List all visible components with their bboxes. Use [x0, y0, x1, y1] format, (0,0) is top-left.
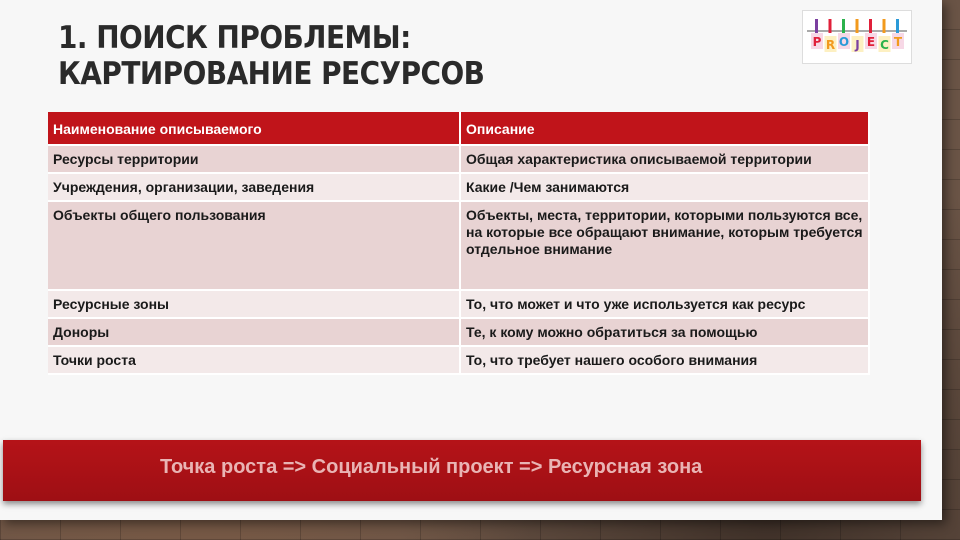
row-description: Объекты, места, территории, которыми пользуются все, на которые все обращают внимание, которым требуется отдельное внимание	[461, 202, 870, 291]
row-description: То, что требует нашего особого внимания	[461, 347, 870, 375]
logo-clothespin	[829, 19, 832, 33]
table-row	[48, 291, 870, 319]
row-name: Объекты общего пользования	[48, 202, 461, 291]
table-row	[48, 174, 870, 202]
logo-clothespin	[896, 19, 899, 33]
table-row	[48, 146, 870, 174]
slide-title	[58, 20, 658, 92]
logo-clothespin	[883, 19, 886, 33]
logo-letter: J	[855, 38, 860, 52]
row-description: То, что может и что уже используется как ресурс	[461, 291, 870, 319]
column-header-description: Описание	[461, 112, 870, 146]
resources-table	[48, 112, 870, 375]
project-logo-graphic	[803, 11, 911, 63]
logo-letter: R	[825, 38, 836, 52]
column-header-name: Наименование описываемого	[48, 112, 461, 146]
project-logo	[802, 10, 912, 64]
logo-clothespin	[842, 19, 845, 33]
logo-clothespin	[815, 19, 818, 33]
row-name: Учреждения, организации, заведения	[48, 174, 461, 202]
title-line-2: КАРТИРОВАНИЕ РЕСУРСОВ	[58, 56, 485, 92]
logo-letter: E	[866, 35, 876, 49]
table-header-row	[48, 112, 870, 146]
row-name: Точки роста	[48, 347, 461, 375]
banner-text: Точка роста => Социальный проект => Ресурсная зона	[160, 456, 703, 478]
row-description: Общая характеристика описываемой территории	[461, 146, 870, 174]
table-row	[48, 347, 870, 375]
row-name: Доноры	[48, 319, 461, 347]
row-name: Ресурсные зоны	[48, 291, 461, 319]
table-row	[48, 319, 870, 347]
logo-letter: T	[893, 35, 903, 49]
table-row	[48, 202, 870, 291]
logo-letter: C	[880, 38, 889, 52]
logo-letter: P	[812, 35, 822, 49]
title-line-1: 1. ПОИСК ПРОБЛЕМЫ:	[58, 20, 411, 56]
logo-clothespin	[869, 19, 872, 33]
logo-clothespin	[856, 19, 859, 33]
logo-letter: O	[838, 35, 850, 49]
row-name: Ресурсы территории	[48, 146, 461, 174]
row-description: Какие /Чем занимаются	[461, 174, 870, 202]
row-description: Те, к кому можно обратиться за помощью	[461, 319, 870, 347]
summary-banner	[3, 440, 921, 501]
